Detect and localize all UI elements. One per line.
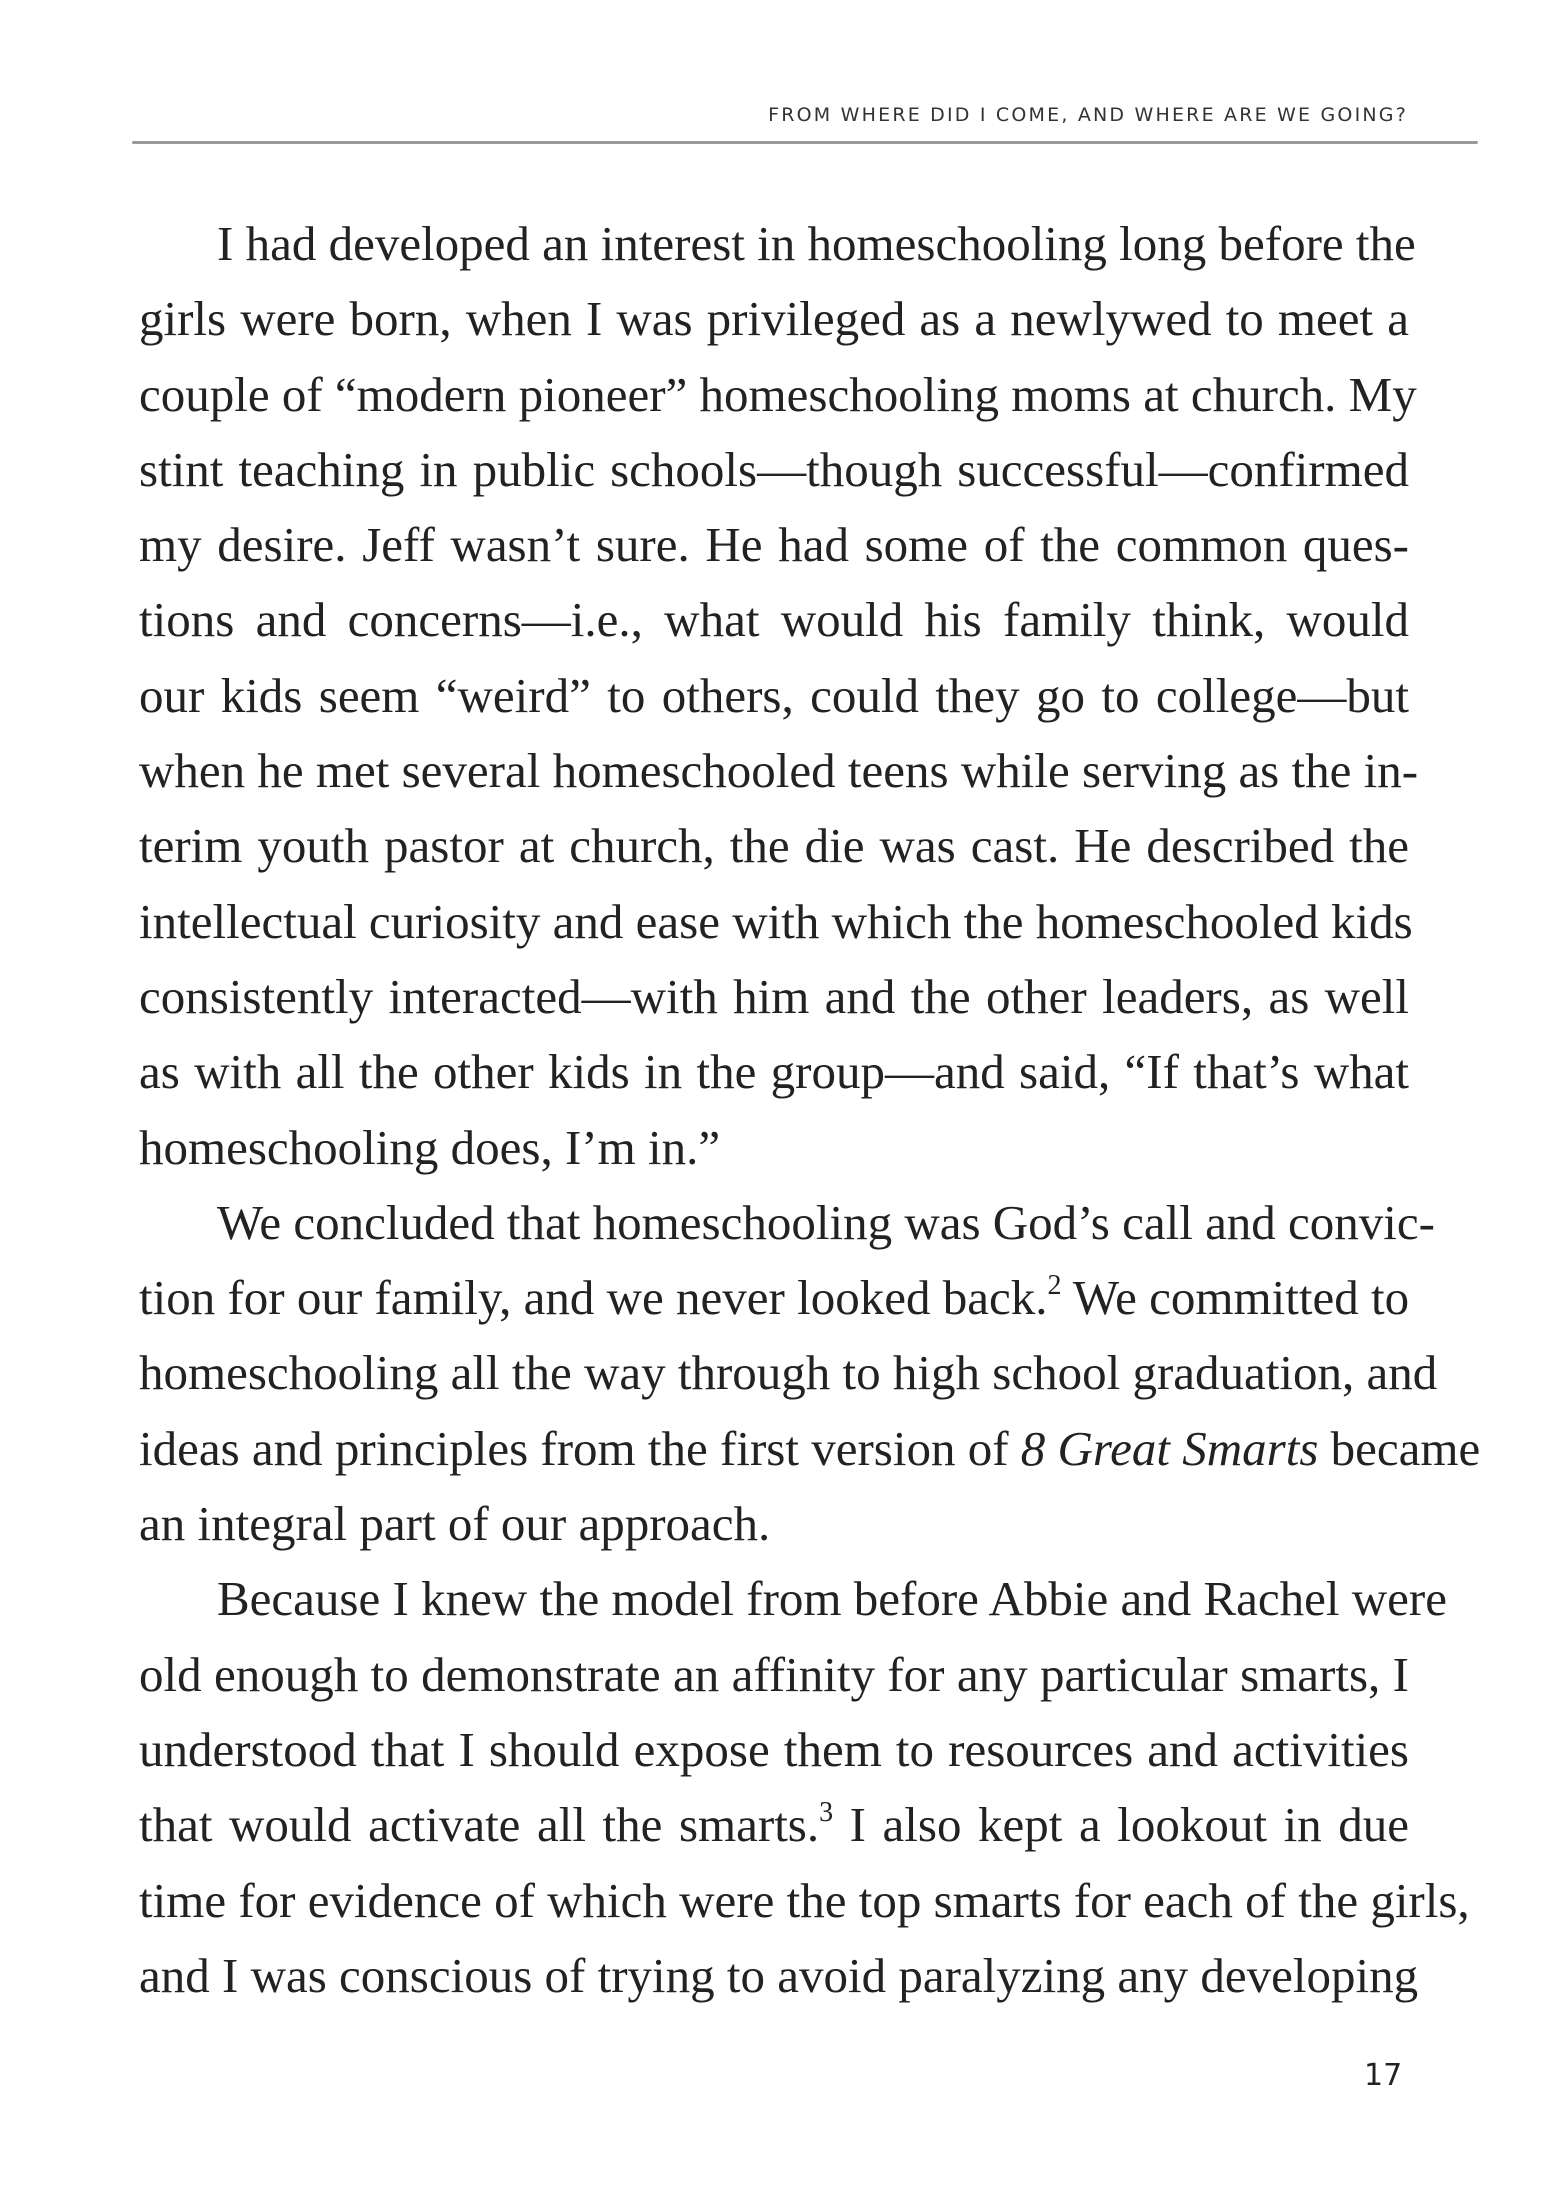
text-line [139,1260,1409,1335]
text-line [139,582,1409,657]
text-segment: when he met several homeschooled teens while serving as the in- [139,743,1419,799]
text-segment: I also kept a lookout in due [833,1797,1409,1853]
text-segment: We committed to [1061,1270,1410,1326]
text-segment: became [1318,1420,1481,1476]
text-segment: consistently interacted—with him and the other leaders, as well [139,968,1409,1024]
text-segment: homeschooling all the way through to high school graduation, and [139,1345,1438,1401]
text-segment: an integral part of our approach. [139,1496,771,1552]
text-line [139,884,1413,959]
text-line [139,1787,1409,1862]
paragraph [139,1185,1481,1561]
text-line [139,1411,1481,1486]
text-segment: homeschooling does, I’m in.” [139,1119,721,1175]
text-line [139,959,1409,1034]
paragraph [139,1561,1470,2013]
text-line [139,1486,1409,1561]
text-line [139,432,1409,507]
text-segment: I had developed an interest in homeschooling long before the [217,216,1416,271]
text-segment: our kids seem “weird” to others, could they go to college—but [139,667,1409,723]
book-title: 8 Great Smarts [1020,1420,1319,1476]
text-line [139,1034,1409,1109]
text-line [139,808,1409,883]
text-line [139,206,1416,281]
text-segment: terim youth pastor at church, the die was cast. He described the [139,818,1409,874]
text-segment: time for evidence of which were the top smarts for each of the girls, [139,1872,1470,1928]
text-line [139,1938,1419,2013]
text-line [139,1185,1435,1260]
text-line [139,281,1409,356]
text-segment: that would activate all the smarts. [139,1797,820,1853]
text-segment: understood that I should expose them to resources and activities [139,1721,1409,1777]
text-segment: We concluded that homeschooling was God’s call and convic- [217,1194,1435,1250]
text-line [139,1637,1409,1712]
text-segment: old enough to demonstrate an affinity for any particular smarts, I [139,1646,1409,1702]
text-line [139,733,1419,808]
text-line [139,658,1409,733]
paragraph [139,206,1419,1185]
text-line [139,1712,1409,1787]
page-number: 17 [1364,2058,1403,2093]
text-line [139,1863,1470,1938]
text-segment: tion for our family, and we never looked back. [139,1270,1048,1326]
text-line [139,1110,1409,1185]
text-segment: and I was conscious of trying to avoid paralyzing any developing [139,1947,1419,2003]
footnote-marker: 2 [1047,1270,1062,1302]
text-line [139,1561,1447,1636]
text-segment: intellectual curiosity and ease with which the homeschooled kids [139,893,1413,949]
text-segment: ideas and principles from the first version of [139,1420,1021,1476]
text-segment: girls were born, when I was privileged as a newlywed to meet a [139,291,1409,347]
text-segment: Because I knew the model from before Abbie and Rachel were [217,1571,1447,1627]
text-segment: my desire. Jeff wasn’t sure. He had some of the common ques- [139,517,1409,573]
text-segment: stint teaching in public schools—though successful—confirmed [139,441,1409,497]
text-line [139,1335,1438,1410]
footnote-marker: 3 [819,1797,834,1829]
text-segment: tions and concerns—i.e., what would his family think, would [139,592,1409,648]
header-rule [132,141,1478,144]
text-segment: as with all the other kids in the group—and said, “If that’s what [139,1044,1409,1100]
body-text [139,206,1481,2013]
text-line [139,507,1409,582]
text-segment: couple of “modern pioneer” homeschooling moms at church. My [139,366,1417,422]
text-line [139,357,1417,432]
running-header: FROM WHERE DID I COME, AND WHERE ARE WE GOING? [768,104,1408,126]
